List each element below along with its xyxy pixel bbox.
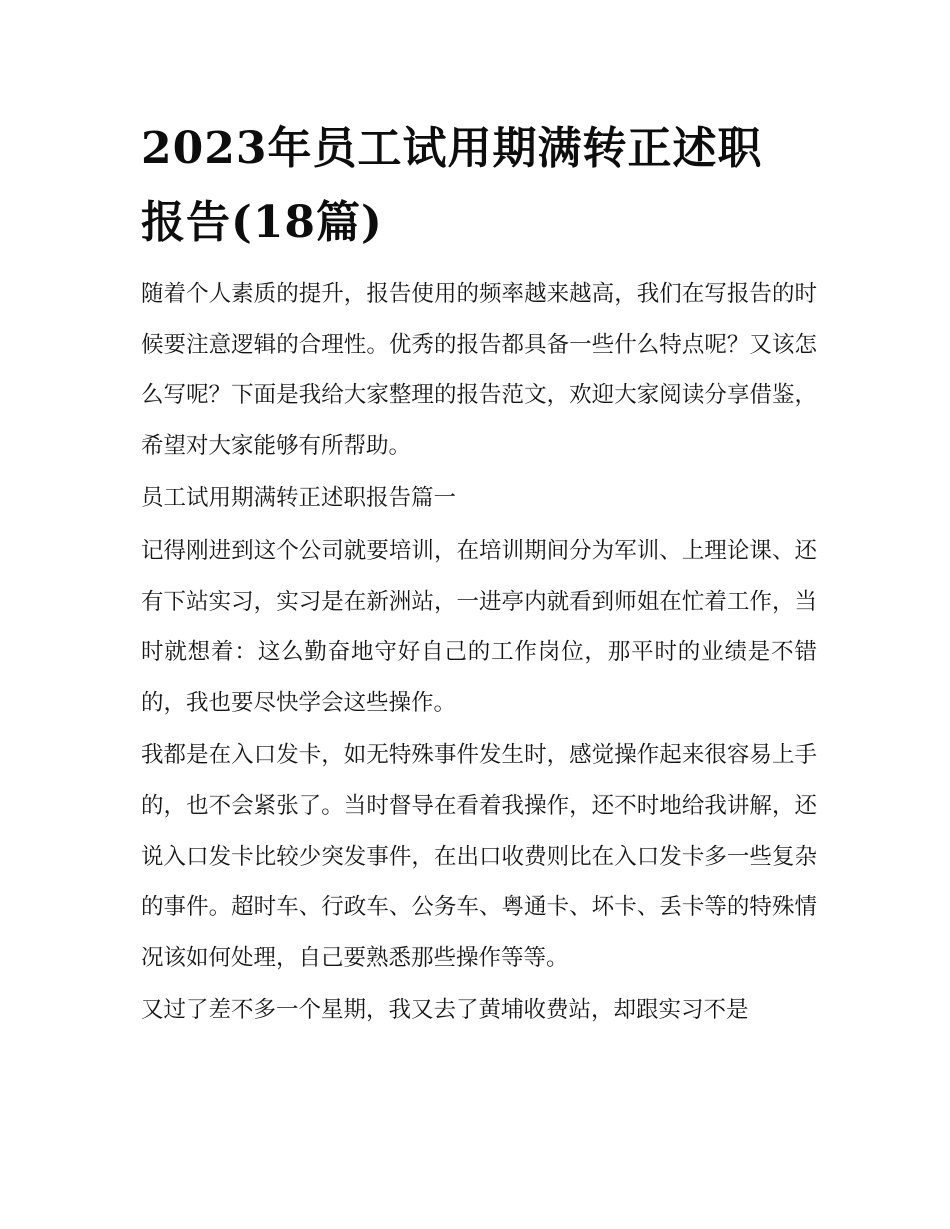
intro-paragraph: 随着个人素质的提升，报告使用的频率越来越高，我们在写报告的时候要注意逻辑的合理性。优秀的报告都具备一些什么特点呢？又该怎么写呢？下面是我给大家整理的报告范文，欢迎大家阅读分享借鉴，希望对大家能够有所帮助。 [141,281,817,459]
body-paragraph-3: 又过了差不多一个星期，我又去了黄埔收费站，却跟实习不是 [141,997,749,1024]
document-title [141,112,817,260]
document-page [141,112,817,1038]
title-line-1: 2023年员工试用期满转正述职 [141,123,763,174]
document-body [141,269,817,1036]
title-line-2: 报告(18篇) [141,197,383,248]
body-paragraph-2: 我都是在入口发卡，如无特殊事件发生时，感觉操作起来很容易上手的，也不会紧张了。当时督导在看着我操作，还不时地给我讲解，还说入口发卡比较少突发事件，在出口收费则比在入口发卡多一些复杂的事件。超时车、行政车、公务车、粤通卡、坏卡、丢卡等的特殊情况该如何处理，自己要熟悉那些操作等等。 [141,742,817,971]
section-heading: 员工试用期满转正述职报告篇一 [141,485,457,512]
body-paragraph-1: 记得刚进到这个公司就要培训，在培训期间分为军训、上理论课、还有下站实习，实习是在新洲站，一进亭内就看到师姐在忙着工作，当时就想着：这么勤奋地守好自己的工作岗位，那平时的业绩是不错的，我也要尽快学会这些操作。 [141,537,817,716]
